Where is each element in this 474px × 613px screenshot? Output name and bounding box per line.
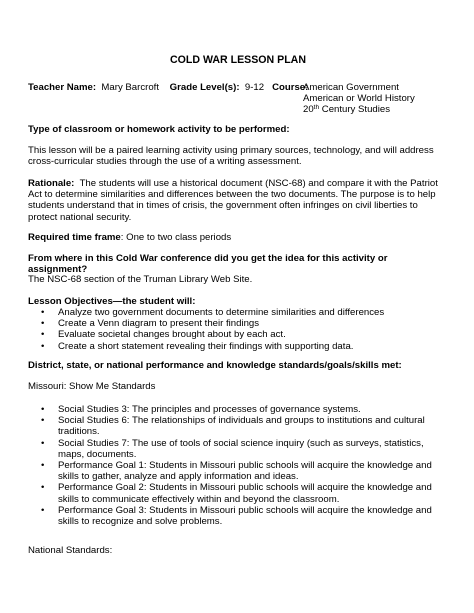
grade-label: Grade Level(s): <box>169 82 240 93</box>
required-time-text: : One to two class periods <box>120 232 232 243</box>
list-item: • Create a Venn diagram to present their findings <box>28 318 448 329</box>
standards-list <box>28 404 448 527</box>
national-standards: National Standards: <box>28 545 113 556</box>
standards-heading: District, state, or national performance and knowledge standards/goals/skills met: <box>28 360 402 371</box>
teacher-label: Teacher Name: <box>28 82 97 93</box>
course-list <box>303 82 415 116</box>
list-item: • Social Studies 6: The relationships of individuals and groups to institutions and cultural traditions. <box>28 415 448 437</box>
idea-text: The NSC-68 section of the Truman Library Web Site. <box>28 274 253 285</box>
list-item: • Create a short statement revealing their findings with supporting data. <box>28 341 448 352</box>
course-label: Course: <box>272 82 309 93</box>
grade-value: 9-12 <box>244 82 265 93</box>
rationale-text: The students will use a historical document (NSC-68) and compare it with the Patriot Act to determine similarities and differences between the two documents. The purpose is to help students understand that in times of crisis, the government often infringes on civil liberties to protect national security. <box>28 178 438 223</box>
course-line-3-number: 20 <box>303 104 314 116</box>
course-line-3 <box>303 104 415 115</box>
rationale-label: Rationale: <box>28 178 75 189</box>
course-line-3-text: Century Studies <box>321 104 391 116</box>
objectives-heading: Lesson Objectives—the student will: <box>28 296 196 307</box>
list-item: • Social Studies 7: The use of tools of social science inquiry (such as surveys, statistics, maps, documents. <box>28 438 448 460</box>
list-item: • Evaluate societal changes brought about by each act. <box>28 329 448 340</box>
course-line-2: American or World History <box>303 93 415 105</box>
idea-heading: From where in this Cold War conference did you get the idea for this activity or assignment? <box>28 253 388 276</box>
list-item: • Social Studies 3: The principles and processes of governance systems. <box>28 404 448 415</box>
activity-text: This lesson will be a paired learning activity using primary sources, technology, and will address cross-curricular studies through the use of a writing assessment. <box>28 145 434 168</box>
list-item: • Performance Goal 1: Students in Missouri public schools will acquire the knowledge and skills to gather, analyze and apply information and ideas. <box>28 460 448 482</box>
missouri-standards: Missouri: Show Me Standards <box>28 381 156 392</box>
objectives-list <box>28 307 448 352</box>
page-title: COLD WAR LESSON PLAN <box>170 54 306 66</box>
course-line-3-suffix: th <box>313 104 320 112</box>
teacher-name: Mary Barcroft <box>101 82 159 93</box>
lesson-header <box>28 82 448 116</box>
list-item: • Performance Goal 2: Students in Missouri public schools will acquire the knowledge and skills to communicate effectively within and beyond the classroom. <box>28 482 448 504</box>
course-line-1: American Government <box>303 82 399 93</box>
required-time-label: Required time frame <box>28 232 121 243</box>
required-time <box>28 232 448 243</box>
list-item: • Performance Goal 3: Students in Missouri public schools will acquire the knowledge and skills to recognize and solve problems. <box>28 505 448 527</box>
rationale-paragraph <box>28 178 448 223</box>
list-item: • Analyze two government documents to determine similarities and differences <box>28 307 448 318</box>
activity-heading: Type of classroom or homework activity to be performed: <box>28 124 290 135</box>
